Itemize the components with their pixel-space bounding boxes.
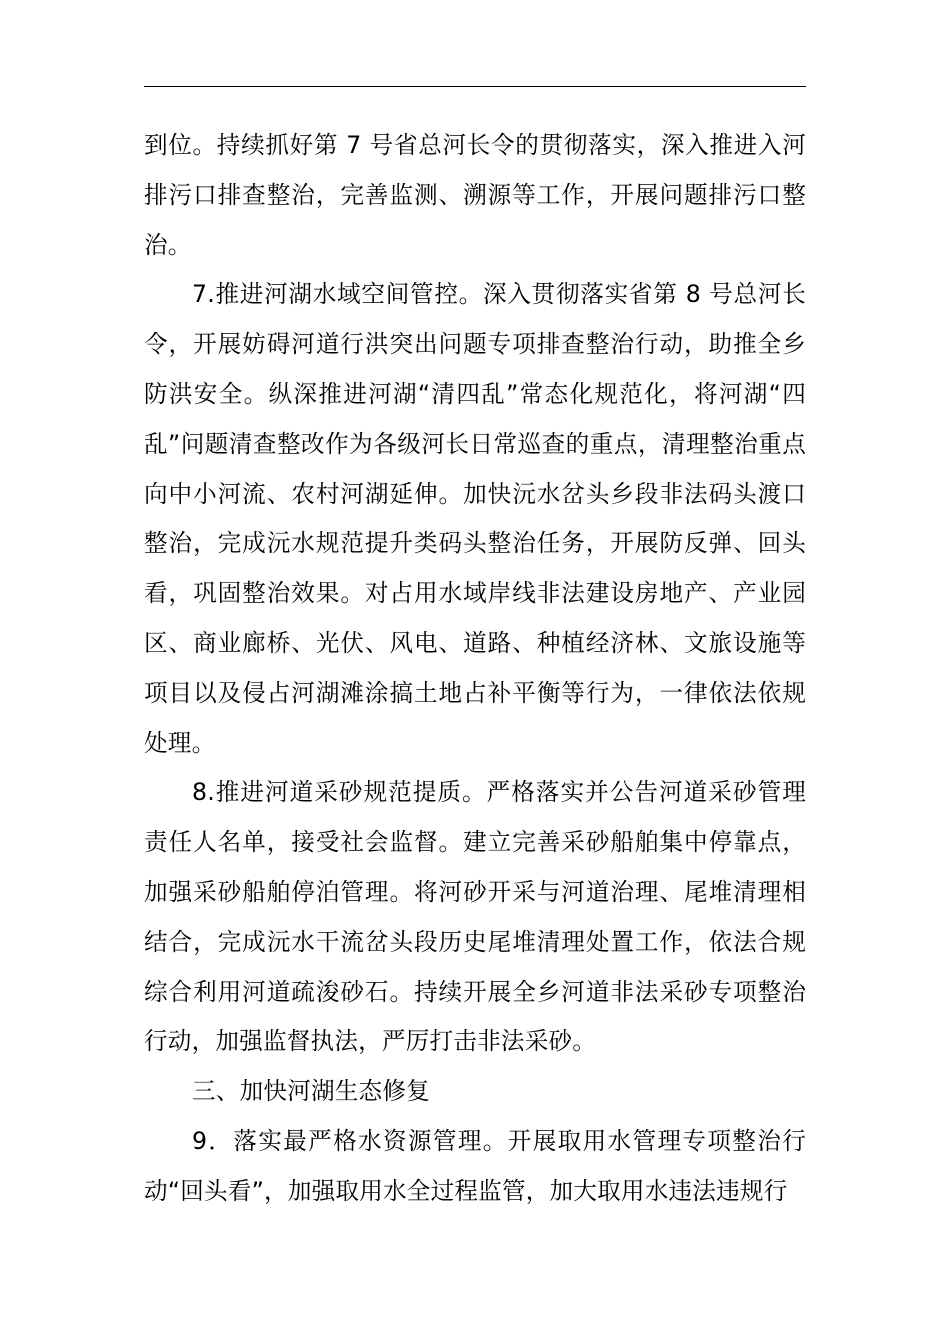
paragraph-continuation: 到位。持续抓好第 7 号省总河长令的贯彻落实，深入推进入河排污口排查整治，完善监测、溯源等工作，开展问题排污口整治。 xyxy=(144,131,806,259)
header-rule xyxy=(144,86,806,87)
document-body xyxy=(144,121,806,1217)
paragraph-item-8: 8.推进河道采砂规范提质。严格落实并公告河道采砂管理责任人名单，接受社会监督。建立完善采砂船舶集中停靠点，加强采砂船舶停泊管理。将河砂开采与河道治理、尾堆清理相结合，完成沅水干流岔头段历史尾堆清理处置工作，依法合规综合利用河道疏浚砂石。持续开展全乡河道非法采砂专项整治行动，加强监督执法，严厉打击非法采砂。 xyxy=(144,778,806,1056)
paragraph-item-9: 9．落实最严格水资源管理。开展取用水管理专项整治行动“回头看”，加强取用水全过程监管，加大取用水违法违规行 xyxy=(144,1126,806,1205)
paragraph-item-7: 7.推进河湖水域空间管控。深入贯彻落实省第 8 号总河长令，开展妨碍河道行洪突出问题专项排查整治行动，助推全乡防洪安全。纵深推进河湖“清四乱”常态化规范化，将河湖“四乱”问题清查整改作为各级河长日常巡查的重点，清理整治重点向中小河流、农村河湖延伸。加快沅水岔头乡段非法码头渡口整治，完成沅水规范提升类码头整治任务，开展防反弹、回头看，巩固整治效果。对占用水域岸线非法建设房地产、产业园区、商业廊桥、光伏、风电、道路、种植经济林、文旅设施等项目以及侵占河湖滩涂搞土地占补平衡等行为，一律依法依规处理。 xyxy=(144,280,806,757)
section-heading-3: 三、加快河湖生态修复 xyxy=(192,1077,430,1106)
